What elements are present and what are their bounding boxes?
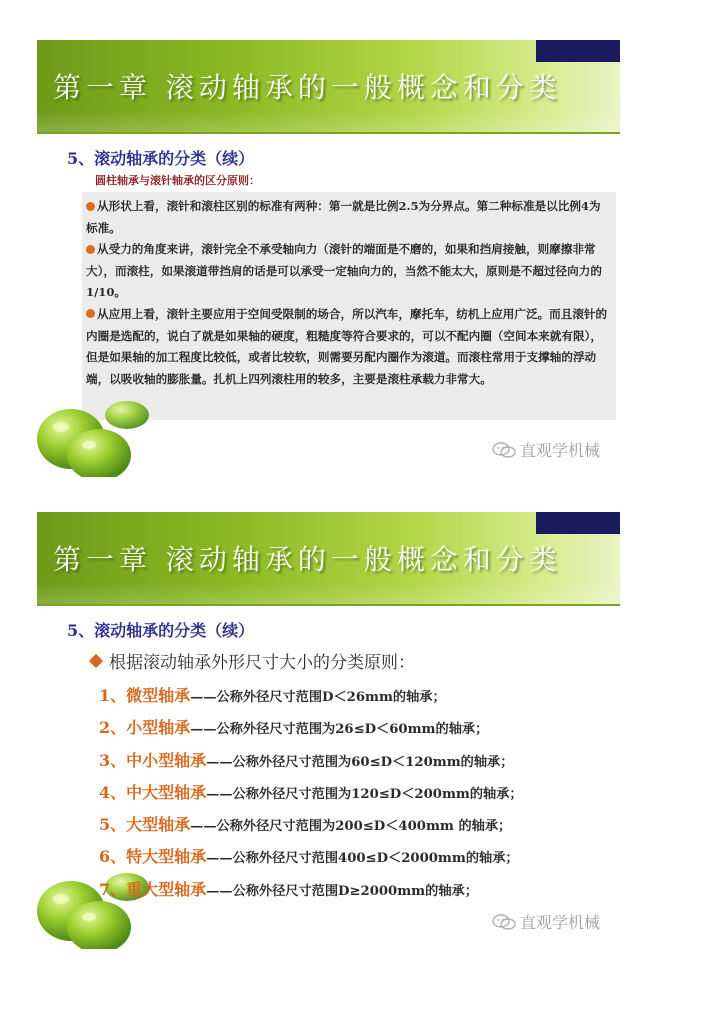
section-subtitle: 5、滚动轴承的分类（续） [67,149,255,168]
green-apples-icon [37,387,157,477]
section-heading: 圆柱轴承与滚针轴承的区分原则： [95,174,260,187]
section-subtitle: 5、滚动轴承的分类（续） [67,621,255,640]
bullet-icon [86,202,95,211]
bullet-icon [86,245,95,254]
list-item: 4、中大型轴承——公称外径尺寸范围为120≤D＜200mm的轴承； [99,782,523,802]
watermark-text: 直观学机械 [519,441,600,460]
diamond-bullet-icon [89,654,103,668]
watermark [492,438,600,461]
paragraph-application [86,304,610,390]
list-item: 6、特大型轴承——公称外径尺寸范围400≤D＜2000mm的轴承； [99,847,519,867]
banner-shade [37,110,620,132]
paragraph-force [86,239,610,304]
list-item: 7、重大型轴承——公称外径尺寸范围D≥2000mm的轴承； [99,879,478,899]
watermark [492,910,600,933]
banner-rule [37,604,620,606]
slide-title: 第一章 滚动轴承的一般概念和分类 [53,543,562,576]
bullet-icon [86,309,95,318]
paragraph-shape [86,196,610,239]
paragraph-text: 从应用上看，滚针主要应用于空间受限制的场合，所以汽车，摩托车，纺机上应用广泛。而且滚针的内圈是选配的，说白了就是如果轴的硬度，粗糙度等符合要求的，可以不配内圈（空间本来就有限），但是如果轴的加工程度比较低，或者比较软，则需要另配内圈作为滚道。而滚柱常用于支撑轴的浮动端，以吸收轴的膨胀量。扎机上四列滚柱用的较多，主要是滚柱承载力非常大。 [86,306,608,386]
content-box [82,192,616,420]
wechat-icon [492,442,516,458]
slide-1 [37,40,620,477]
banner-rule [37,132,620,134]
watermark-text: 直观学机械 [519,913,600,932]
list-item: 3、中小型轴承——公称外径尺寸范围为60≤D＜120mm的轴承； [99,750,514,770]
banner-shade [37,582,620,604]
list-item: 5、大型轴承——公称外径尺寸范围为200≤D＜400mm 的轴承； [99,815,512,835]
corner-block [536,40,620,62]
wechat-icon [492,914,516,930]
corner-block [536,512,620,534]
list-item: 2、小型轴承——公称外径尺寸范围为26≤D＜60mm的轴承； [99,718,489,738]
principle-text: 根据滚动轴承外形尺寸大小的分类原则： [109,653,415,673]
list-item: 1、微型轴承——公称外径尺寸范围D＜26mm的轴承； [99,686,446,705]
principle-line [91,648,415,673]
slide-title: 第一章 滚动轴承的一般概念和分类 [53,71,562,104]
slide-2 [37,512,620,949]
paragraph-text: 从受力的角度来讲，滚针完全不承受轴向力（滚针的端面是不磨的，如果和挡肩接触，则摩擦非常大），而滚柱，如果滚道带挡肩的话是可以承受一定轴向力的，当然不能太大，原则是不超过径向力的1/10。 [86,242,602,300]
size-classification-list [99,683,523,909]
paragraph-text: 从形状上看，滚针和滚柱区别的标准有两种：第一就是比例2.5为分界点。第二种标准是以比例4为标准。 [86,199,601,235]
